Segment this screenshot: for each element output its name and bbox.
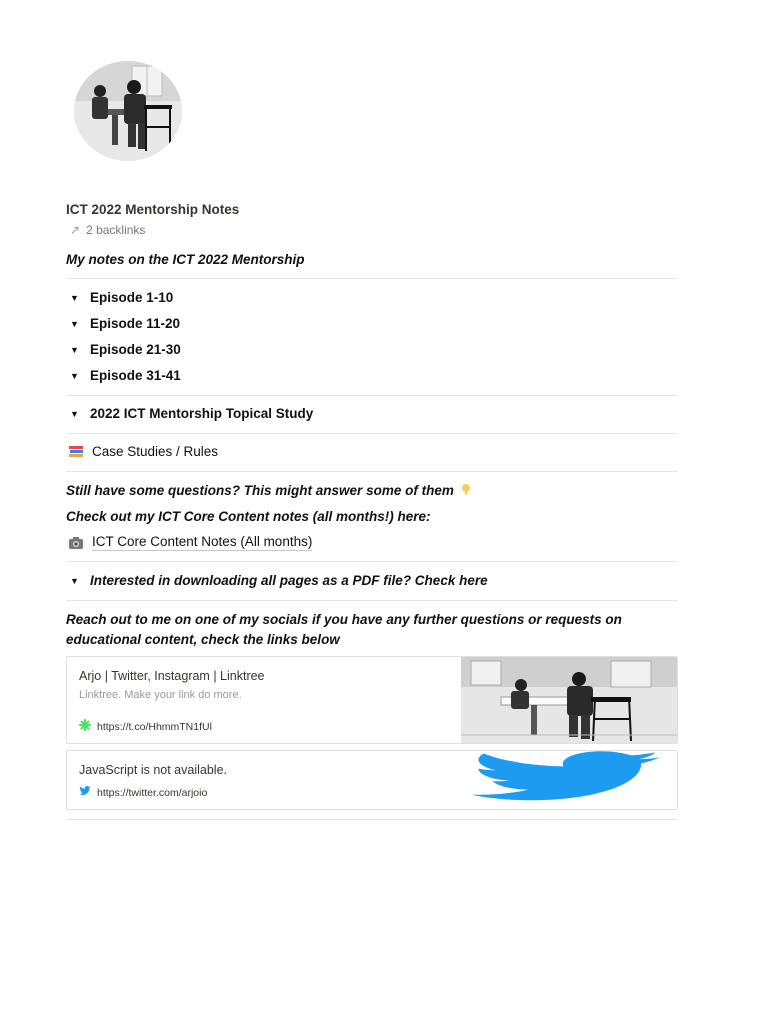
linktree-icon: [79, 719, 91, 734]
bookmark-url: [79, 786, 207, 799]
socials-text-line-1: Reach out to me on one of my socials if you have any further questions or requests on: [66, 612, 622, 627]
pointing-down-icon: [456, 483, 472, 498]
divider: [66, 395, 678, 396]
toggle-label: Episode 21-30: [90, 342, 181, 357]
triangle-down-icon[interactable]: ▼: [70, 370, 79, 381]
bookmark-title: Arjo | Twitter, Instagram | Linktree: [79, 669, 265, 683]
toggle-episode-31-41[interactable]: [70, 368, 181, 383]
bookmark-url-text: https://t.co/HhmmTN1fUl: [97, 720, 212, 733]
triangle-down-icon[interactable]: ▼: [70, 292, 79, 303]
divider: [66, 561, 678, 562]
backlinks-count: 2 backlinks: [86, 223, 146, 237]
divider: [66, 600, 678, 601]
bookmark-url: [79, 719, 212, 734]
toggle-pdf-download[interactable]: [70, 573, 488, 588]
twitter-bird-logo: [461, 751, 677, 809]
toggle-label: Episode 1-10: [90, 290, 174, 305]
bookmark-url-text: https://twitter.com/arjoio: [97, 786, 208, 799]
twitter-bookmark[interactable]: [66, 750, 678, 810]
core-content-page-link[interactable]: [68, 534, 312, 551]
toggle-label: Episode 31-41: [90, 368, 181, 383]
backlinks-link[interactable]: [70, 223, 145, 237]
triangle-down-icon[interactable]: ▼: [70, 408, 79, 419]
page-icon-image: [74, 61, 182, 161]
bookmark-description: Linktree. Make your link do more.: [79, 689, 242, 701]
toggle-label: Interested in downloading all pages as a PDF file? Check here: [90, 573, 488, 588]
arrow-up-right-icon: ↗: [70, 223, 81, 237]
case-studies-page-link[interactable]: [68, 444, 218, 460]
divider: [66, 819, 678, 820]
chess-players-thumbnail: [461, 657, 677, 743]
toggle-label: 2022 ICT Mentorship Topical Study: [90, 406, 314, 421]
core-content-text: Check out my ICT Core Content notes (all months!) here:: [66, 509, 431, 524]
books-icon: [68, 445, 84, 459]
socials-text-line-2: educational content, check the links below: [66, 632, 340, 647]
triangle-down-icon[interactable]: ▼: [70, 344, 79, 355]
toggle-episode-21-30[interactable]: [70, 342, 181, 357]
page-link-label: Case Studies / Rules: [92, 444, 219, 459]
questions-text: [66, 483, 472, 498]
intro-text: My notes on the ICT 2022 Mentorship: [66, 252, 305, 267]
bookmark-title: JavaScript is not available.: [79, 763, 227, 777]
toggle-episode-1-10[interactable]: [70, 290, 173, 305]
chess-players-photo: [74, 61, 182, 161]
divider: [66, 471, 678, 472]
questions-line: Still have some questions? This might answer some of them: [66, 483, 454, 498]
triangle-down-icon[interactable]: ▼: [70, 318, 79, 329]
bookmark-thumbnail: [461, 751, 677, 810]
divider: [66, 278, 678, 279]
toggle-episode-11-20[interactable]: [70, 316, 180, 331]
bookmark-thumbnail: [461, 657, 677, 744]
twitter-bird-icon: [79, 786, 91, 799]
divider: [66, 433, 678, 434]
linktree-bookmark[interactable]: [66, 656, 678, 744]
page-link-label: ICT Core Content Notes (All months): [92, 534, 313, 549]
toggle-label: Episode 11-20: [90, 316, 181, 331]
camera-icon: [68, 536, 84, 550]
triangle-down-icon[interactable]: ▼: [70, 575, 79, 586]
toggle-topical-study[interactable]: [70, 406, 313, 421]
page-title: ICT 2022 Mentorship Notes: [66, 202, 240, 217]
